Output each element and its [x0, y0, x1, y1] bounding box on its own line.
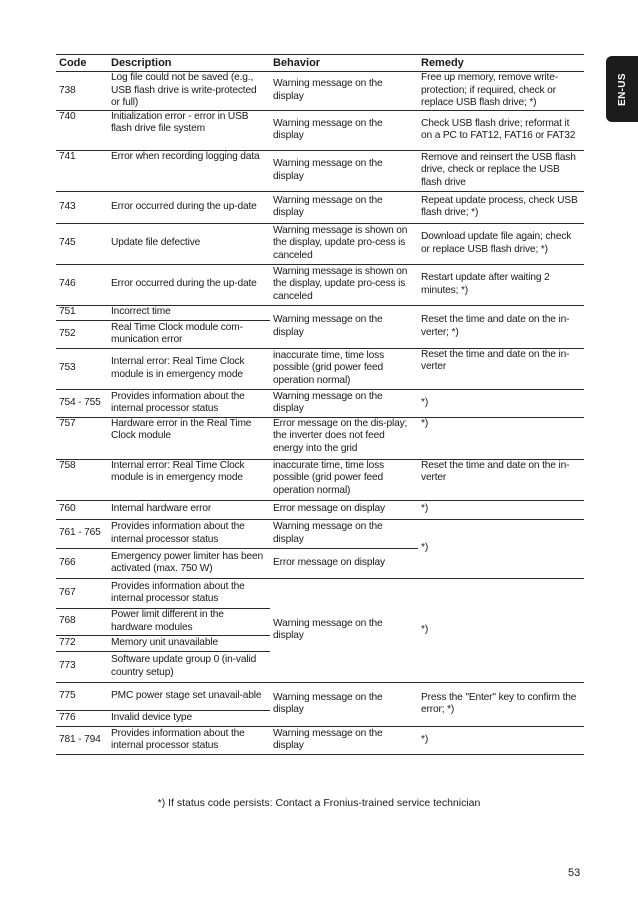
code-cell: 753 — [56, 348, 108, 389]
remedy-cell: *) — [418, 726, 584, 754]
description-cell: Provides information about the internal processor status — [108, 519, 270, 548]
description-cell: Real Time Clock module com-munication error — [108, 320, 270, 348]
code-cell: 754 - 755 — [56, 389, 108, 417]
table-row — [56, 417, 584, 459]
code-cell: 741 — [56, 150, 108, 191]
behavior-cell: inaccurate time, time loss possible (grid power feed operation normal) — [270, 348, 418, 389]
code-cell: 752 — [56, 320, 108, 348]
code-cell: 767 — [56, 578, 108, 608]
behavior-cell: Warning message on the display — [270, 726, 418, 754]
behavior-cell: Error message on display — [270, 500, 418, 519]
description-cell: Internal hardware error — [108, 500, 270, 519]
table-row — [56, 519, 584, 548]
behavior-cell: Warning message on the display — [270, 578, 418, 682]
description-cell: Emergency power limiter has been activated (max. 750 W) — [108, 548, 270, 578]
code-cell: 773 — [56, 651, 108, 682]
behavior-cell: Error message on the dis-play; the inverter does not feed energy into the grid — [270, 417, 418, 459]
remedy-cell: Restart update after waiting 2 minutes; *) — [418, 264, 584, 305]
description-cell: Invalid device type — [108, 710, 270, 726]
code-cell: 743 — [56, 191, 108, 223]
description-cell: Error when recording logging data — [108, 150, 270, 191]
code-cell: 758 — [56, 459, 108, 500]
behavior-cell: Error message on display — [270, 548, 418, 578]
description-cell: Initialization error - error in USB flash drive file system — [108, 110, 270, 150]
remedy-cell: *) — [418, 417, 584, 459]
header-remedy: Remedy — [418, 55, 584, 72]
table-row — [56, 348, 584, 389]
description-cell: Update file defective — [108, 223, 270, 264]
table-row — [56, 459, 584, 500]
behavior-cell: Warning message on the display — [270, 150, 418, 191]
description-cell: Internal error: Real Time Clock module is in emergency mode — [108, 459, 270, 500]
description-cell: Hardware error in the Real Time Clock module — [108, 417, 270, 459]
code-cell: 781 - 794 — [56, 726, 108, 754]
code-cell: 775 — [56, 682, 108, 710]
remedy-cell: Remove and reinsert the USB flash drive, check or replace the USB flash drive — [418, 150, 584, 191]
description-cell: Memory unit unavailable — [108, 635, 270, 651]
remedy-cell: Repeat update process, check USB flash drive; *) — [418, 191, 584, 223]
behavior-cell: Warning message on the display — [270, 682, 418, 726]
remedy-cell: *) — [418, 500, 584, 519]
table-row — [56, 110, 584, 150]
table-row — [56, 389, 584, 417]
description-cell: Software update group 0 (in-valid country setup) — [108, 651, 270, 682]
behavior-cell: Warning message on the display — [270, 519, 418, 548]
behavior-cell: Warning message on the display — [270, 72, 418, 111]
description-cell: Log file could not be saved (e.g., USB flash drive is write-protected or full) — [108, 72, 270, 111]
code-cell: 751 — [56, 305, 108, 320]
page-number: 53 — [568, 867, 581, 879]
code-cell: 772 — [56, 635, 108, 651]
table-row — [56, 264, 584, 305]
description-cell: PMC power stage set unavail-able — [108, 682, 270, 710]
behavior-cell: Warning message on the display — [270, 110, 418, 150]
header-description: Description — [108, 55, 270, 72]
description-cell: Error occurred during the up-date — [108, 264, 270, 305]
remedy-cell: *) — [418, 578, 584, 682]
table-row — [56, 726, 584, 754]
remedy-cell: Reset the time and date on the in-verter — [418, 459, 584, 500]
description-cell: Internal error: Real Time Clock module is in emergency mode — [108, 348, 270, 389]
code-cell: 760 — [56, 500, 108, 519]
code-cell: 757 — [56, 417, 108, 459]
table-header-row — [56, 55, 584, 72]
table-row — [56, 578, 584, 608]
description-cell: Incorrect time — [108, 305, 270, 320]
code-cell: 761 - 765 — [56, 519, 108, 548]
table-row — [56, 150, 584, 191]
header-code: Code — [56, 55, 108, 72]
table-row — [56, 500, 584, 519]
code-cell: 776 — [56, 710, 108, 726]
language-tab-label: EN-US — [616, 72, 628, 106]
code-cell: 746 — [56, 264, 108, 305]
description-cell: Provides information about the internal processor status — [108, 578, 270, 608]
behavior-cell: Warning message on the display — [270, 305, 418, 348]
table-row — [56, 223, 584, 264]
code-cell: 738 — [56, 72, 108, 111]
description-cell: Power limit different in the hardware modules — [108, 608, 270, 635]
remedy-cell: Check USB flash drive; reformat it on a PC to FAT12, FAT16 or FAT32 — [418, 110, 584, 150]
behavior-cell: Warning message on the display — [270, 389, 418, 417]
description-cell: Provides information about the internal processor status — [108, 726, 270, 754]
description-cell: Error occurred during the up-date — [108, 191, 270, 223]
code-cell: 740 — [56, 110, 108, 150]
remedy-cell: Reset the time and date on the in-verter — [418, 348, 584, 389]
behavior-cell: Warning message on the display — [270, 191, 418, 223]
code-cell: 745 — [56, 223, 108, 264]
behavior-cell: Warning message is shown on the display, update pro-cess is canceled — [270, 223, 418, 264]
behavior-cell: Warning message is shown on the display, update pro-cess is canceled — [270, 264, 418, 305]
remedy-cell: Reset the time and date on the in-verter; *) — [418, 305, 584, 348]
description-cell: Provides information about the internal processor status — [108, 389, 270, 417]
remedy-cell: *) — [418, 389, 584, 417]
language-tab — [606, 56, 638, 122]
remedy-cell: Download update file again; check or replace USB flash drive; *) — [418, 223, 584, 264]
remedy-cell: Press the "Enter" key to confirm the error; *) — [418, 682, 584, 726]
footnote: *) If status code persists: Contact a Fronius-trained service technician — [157, 797, 481, 809]
table-row — [56, 682, 584, 710]
code-cell: 768 — [56, 608, 108, 635]
behavior-cell: inaccurate time, time loss possible (grid power feed operation normal) — [270, 459, 418, 500]
remedy-cell: *) — [418, 519, 584, 578]
status-code-table — [56, 54, 584, 755]
remedy-cell: Free up memory, remove write-protection; if required, check or replace USB flash drive; *) — [418, 72, 584, 111]
table-row — [56, 72, 584, 111]
header-behavior: Behavior — [270, 55, 418, 72]
table-row — [56, 191, 584, 223]
code-cell: 766 — [56, 548, 108, 578]
table-row — [56, 305, 584, 320]
